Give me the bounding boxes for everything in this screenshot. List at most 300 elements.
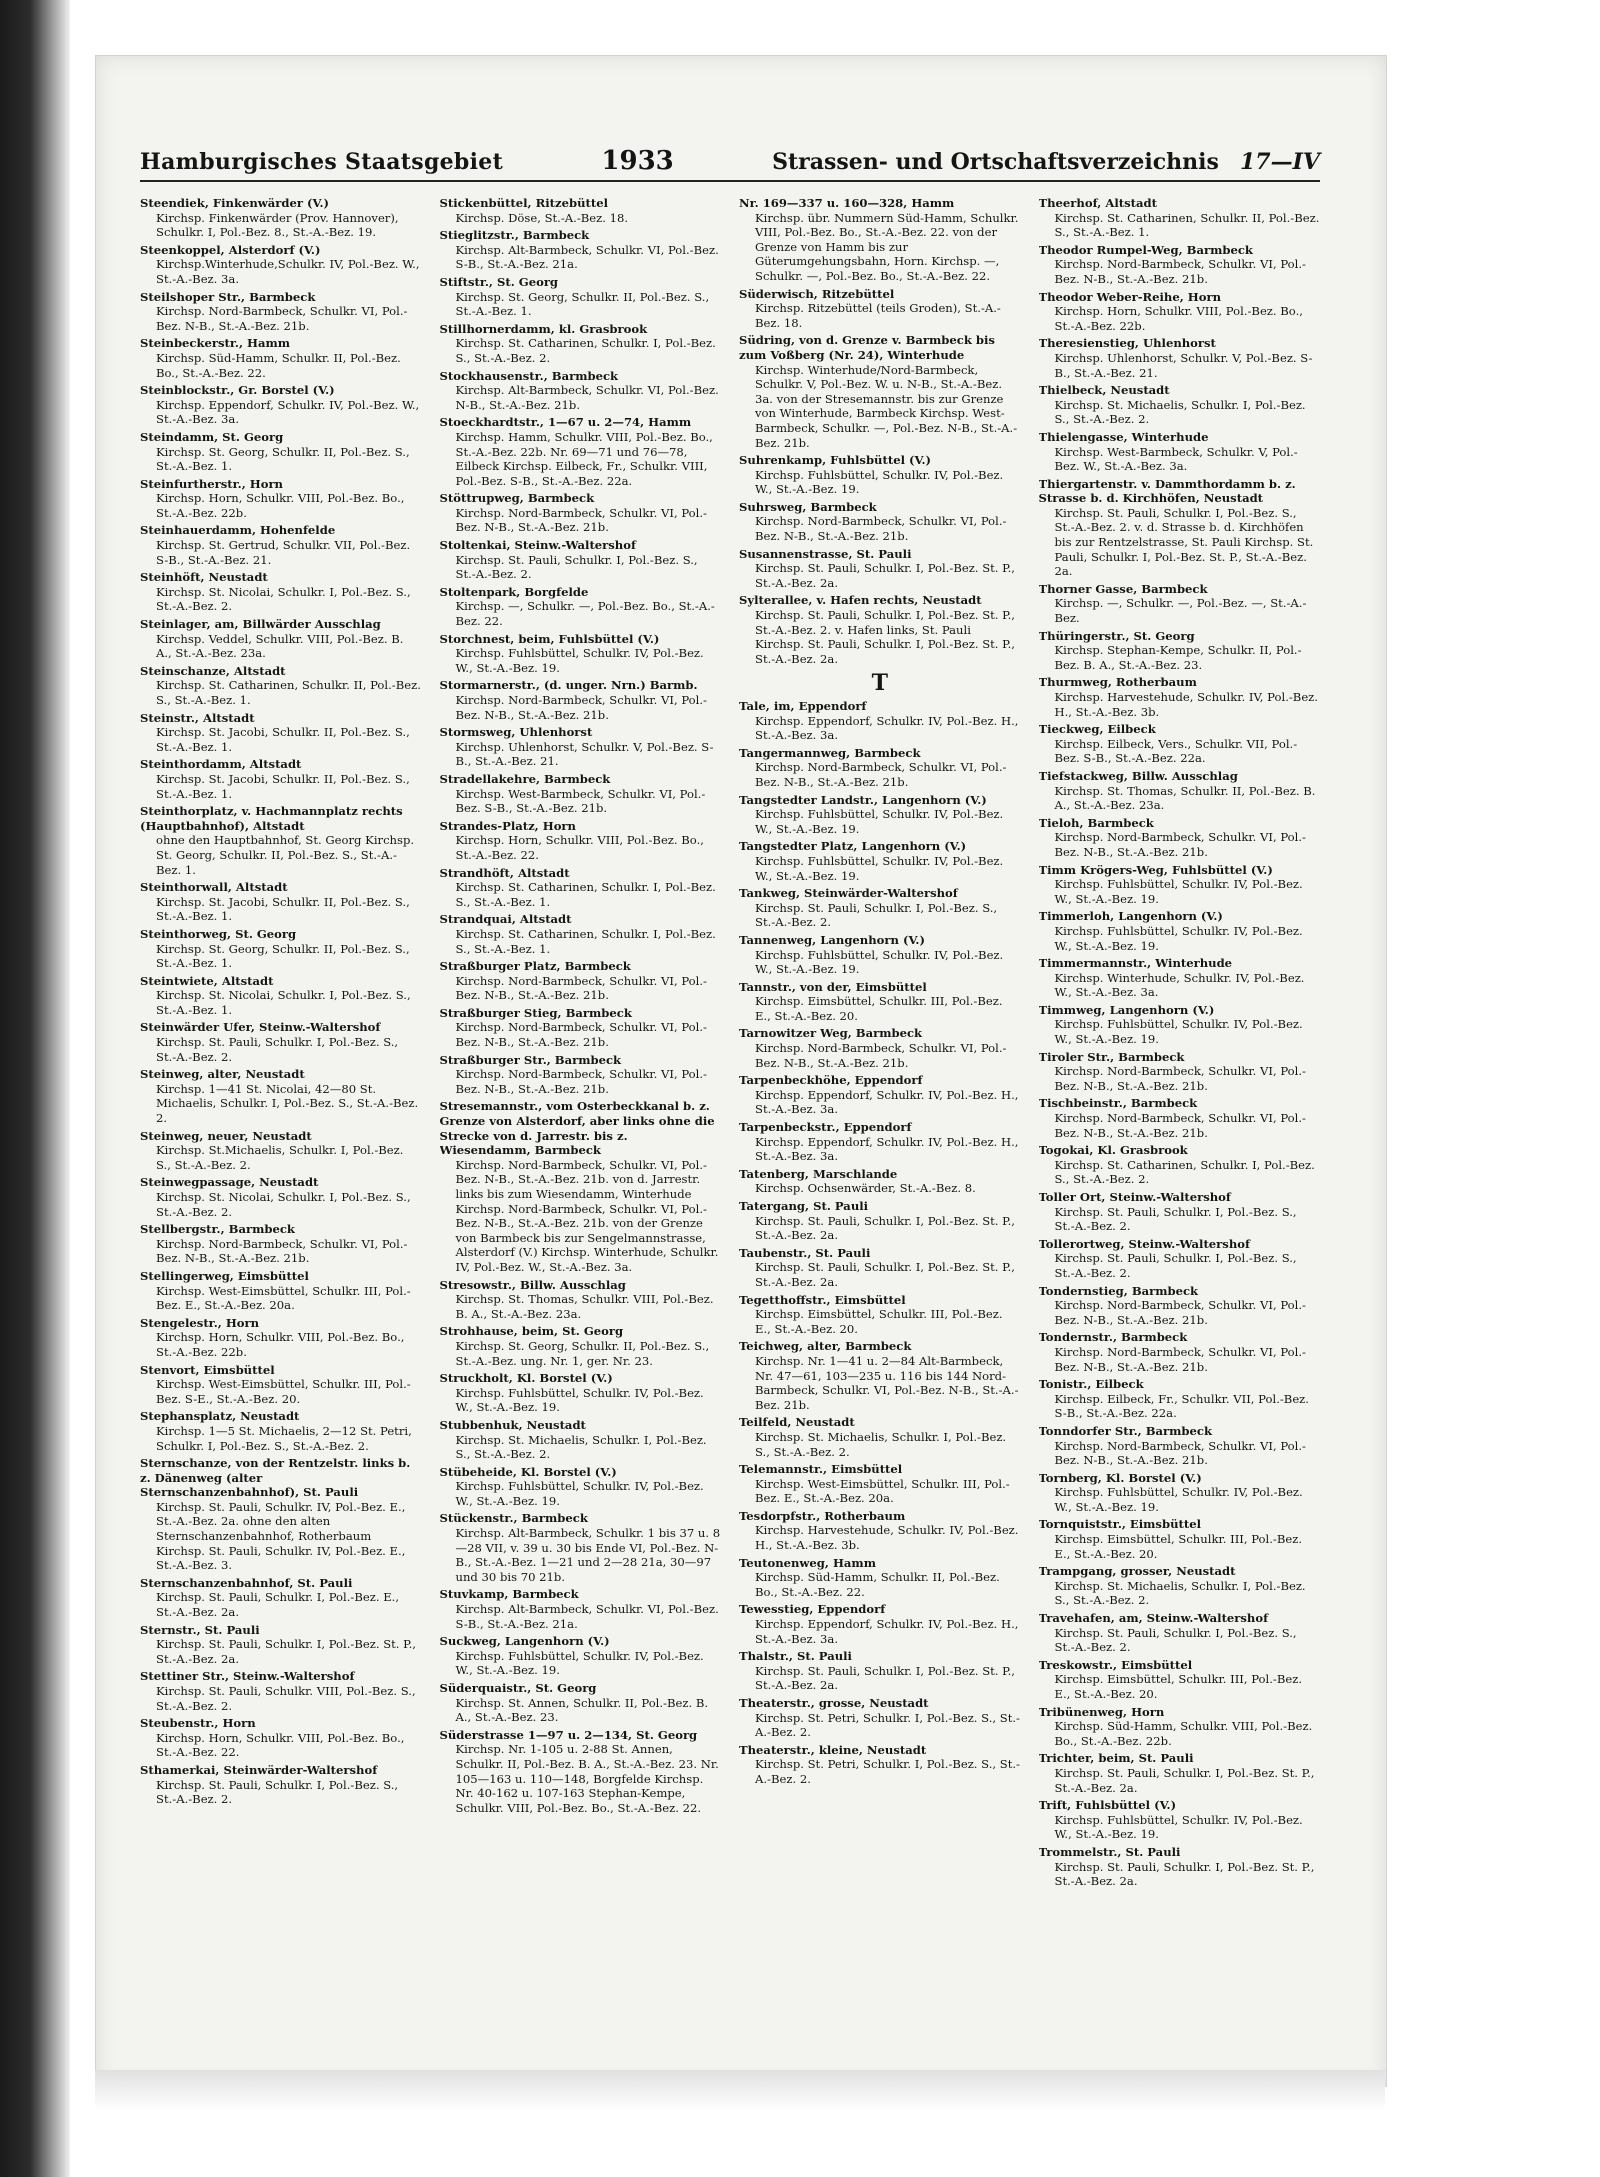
- street-details: Kirchsp. St. Pauli, Schulkr. I, Pol.-Bez. St. P., St.-A.-Bez. 2a.: [755, 1260, 1015, 1289]
- street-name: Tannstr., von der, Eimsbüttel: [739, 979, 927, 994]
- street-name: Treskowstr., Eimsbüttel: [1038, 1657, 1193, 1672]
- street-details: Kirchsp. übr. Nummern Süd-Hamm, Schulkr. VIII, Pol.-Bez. Bo., St.-A.-Bez. 22. von der Grenze von Hamm bis zur Güterumgehungsbahn, Horn. Kirchsp. —, Schulkr. —, Pol.-Bez. Bo., St.-A.-Bez. 22.: [755, 210, 1019, 283]
- street-name: Tewesstieg, Eppendorf: [739, 1602, 886, 1617]
- street-details: Kirchsp. 1—5 St. Michaelis, 2—12 St. Petri, Schulkr. I, Pol.-Bez. S., St.-A.-Bez. 2.: [156, 1423, 412, 1453]
- street-entry: [1039, 1284, 1321, 1328]
- street-name: Stenvort, Eimsbüttel: [140, 1362, 275, 1377]
- street-name: Stormsweg, Uhlenhorst: [439, 725, 593, 740]
- street-details: Kirchsp. Veddel, Schulkr. VIII, Pol.-Bez. B. A., St.-A.-Bez. 23a.: [156, 631, 404, 661]
- street-details: Kirchsp. Süd-Hamm, Schulkr. II, Pol.-Bez. Bo., St.-A.-Bez. 22.: [755, 1570, 1000, 1599]
- street-entry: [739, 1509, 1021, 1553]
- street-details: Kirchsp. St. Pauli, Schulkr. I, Pol.-Bez. S., St.-A.-Bez. 2.: [156, 1035, 399, 1064]
- street-name: Steinstr., Altstadt: [140, 710, 255, 725]
- street-details: Kirchsp. St. Petri, Schulkr. I, Pol.-Bez. S., St.-A.-Bez. 2.: [755, 1710, 1020, 1740]
- street-name: Stresowstr., Billw. Ausschlag: [439, 1277, 626, 1292]
- street-entry: [440, 275, 722, 319]
- street-name: Thalstr., St. Pauli: [739, 1649, 852, 1664]
- street-details: Kirchsp. St. Pauli, Schulkr. I, Pol.-Bez. S., St.-A.-Bez. 2.: [1054, 1251, 1297, 1280]
- street-entry: [1039, 1751, 1321, 1795]
- street-entry: [140, 711, 422, 755]
- street-name: Süderstrasse 1—97 u. 2—134, St. Georg: [439, 1727, 698, 1742]
- street-details: Kirchsp. Nord-Barmbeck, Schulkr. VI, Pol.-Bez. N-B., St.-A.-Bez. 21b.: [1054, 830, 1306, 859]
- street-name: Nr. 169—337 u. 160—328, Hamm: [739, 196, 955, 210]
- street-details: Kirchsp. Eppendorf, Schulkr. IV, Pol.-Bez. H., St.-A.-Bez. 3a.: [755, 1087, 1019, 1117]
- street-name: Tarpenbeckhöhe, Eppendorf: [739, 1073, 923, 1088]
- street-name: Tondernstr., Barmbeck: [1038, 1330, 1188, 1345]
- street-entry: [739, 746, 1021, 790]
- street-entry: [140, 1576, 422, 1620]
- street-name: Straßburger Platz, Barmbeck: [439, 959, 631, 974]
- street-name: Steilshoper Str., Barmbeck: [140, 289, 316, 304]
- street-details: Kirchsp. Nord-Barmbeck, Schulkr. VI, Pol.-Bez. N-B., St.-A.-Bez. 21b.: [1054, 1344, 1306, 1374]
- street-details: Kirchsp. 1—41 St. Nicolai, 42—80 St. Michaelis, Schulkr. I, Pol.-Bez. S., St.-A.-Bez. 2.: [156, 1081, 419, 1126]
- street-details: Kirchsp. Nord-Barmbeck, Schulkr. VI, Pol.-Bez. N-B., St.-A.-Bez. 21b.: [455, 1067, 707, 1096]
- street-entry: [1039, 430, 1321, 474]
- street-name: Trommelstr., St. Pauli: [1038, 1844, 1181, 1859]
- street-name: Theaterstr., grosse, Neustadt: [739, 1696, 929, 1710]
- street-name: Tannenweg, Langenhorn (V.): [739, 932, 925, 947]
- street-name: Sternschanze, von der Rentzelstr. links b. z. Dänenweg (alter Sternschanzenbahnhof), St. Pauli: [140, 1456, 411, 1500]
- street-name: Storchnest, beim, Fuhlsbüttel (V.): [439, 631, 660, 646]
- street-name: Steinbeckerstr., Hamm: [140, 336, 291, 351]
- street-details: Kirchsp. Döse, St.-A.-Bez. 18.: [455, 210, 629, 225]
- street-entry: [140, 974, 422, 1018]
- street-entry: [140, 617, 422, 661]
- street-details: Kirchsp. Nord-Barmbeck, Schulkr. VI, Pol.-Bez. N-B., St.-A.-Bez. 21b.: [1054, 1298, 1306, 1327]
- street-name: Stieglitzstr., Barmbeck: [439, 228, 590, 243]
- street-name: Steinblockstr., Gr. Borstel (V.): [140, 383, 335, 398]
- street-entry: [739, 500, 1021, 544]
- street-name: Stoeckhardtstr., 1—67 u. 2—74, Hamm: [439, 415, 692, 430]
- street-name: Thiergartenstr. v. Dammthordamm b. z. Strasse b. d. Kirchhöfen, Neustadt: [1038, 476, 1296, 506]
- street-entry: [440, 725, 722, 769]
- street-entry: [739, 980, 1021, 1024]
- street-name: Steinthorweg, St. Georg: [140, 926, 297, 941]
- street-entry: [140, 1269, 422, 1313]
- street-name: Suhrenkamp, Fuhlsbüttel (V.): [739, 453, 931, 468]
- street-name: Timm Krögers-Weg, Fuhlsbüttel (V.): [1038, 862, 1273, 877]
- street-entry: [140, 243, 422, 287]
- street-entry: [739, 1602, 1021, 1646]
- directory-column-3: [739, 196, 1021, 2096]
- street-entry: [440, 1728, 722, 1816]
- street-name: Steinlager, am, Billwärder Ausschlag: [140, 617, 381, 632]
- street-details: Kirchsp. Eimsbüttel, Schulkr. III, Pol.-Bez. E., St.-A.-Bez. 20.: [1054, 1672, 1303, 1701]
- street-entry: [440, 491, 722, 535]
- street-details: Kirchsp. Nord-Barmbeck, Schulkr. VI, Pol.-Bez. N-B., St.-A.-Bez. 21b.: [156, 304, 408, 333]
- street-details: Kirchsp. Eimsbüttel, Schulkr. III, Pol.-Bez. E., St.-A.-Bez. 20.: [755, 1307, 1003, 1336]
- street-name: Thielengasse, Winterhude: [1038, 429, 1209, 444]
- directory-columns: [140, 196, 1320, 2096]
- street-details: Kirchsp. Nr. 1-105 u. 2-88 St. Annen, Schulkr. II, Pol.-Bez. B. A., St.-A.-Bez. 23. Nr. 105—163 u. 110—148, Borgfelde Kirchsp. Nr. 40-162 u. 107-163 Stephan-Kempe, Schulkr. VIII, Pol.-Bez. Bo., St.-A.-Bez. 22.: [455, 1742, 719, 1815]
- street-details: Kirchsp. Ochsenwärder, St.-A.-Bez. 8.: [755, 1181, 976, 1196]
- street-entry: [1039, 290, 1321, 334]
- street-name: Thorner Gasse, Barmbeck: [1038, 581, 1208, 596]
- street-name: Theaterstr., kleine, Neustadt: [739, 1742, 927, 1757]
- street-details: Kirchsp. St. Catharinen, Schulkr. II, Pol.-Bez. S., St.-A.-Bez. 1.: [156, 678, 421, 707]
- street-entry: [440, 322, 722, 366]
- street-details: Kirchsp. Eppendorf, Schulkr. IV, Pol.-Bez. H., St.-A.-Bez. 3a.: [755, 713, 1019, 743]
- street-details: Kirchsp. Uhlenhorst, Schulkr. V, Pol.-Bez. S-B., St.-A.-Bez. 21.: [1054, 350, 1313, 380]
- street-name: Sthamerkai, Steinwärder-Waltershof: [140, 1762, 378, 1777]
- street-name: Stellbergstr., Barmbeck: [140, 1222, 295, 1237]
- street-name: Stradellakehre, Barmbeck: [439, 771, 611, 786]
- street-name: Steendiek, Finkenwärder (V.): [140, 196, 330, 210]
- street-name: Steinthorwall, Altstadt: [140, 880, 288, 895]
- street-details: Kirchsp. Alt-Barmbeck, Schulkr. VI, Pol.-Bez. S-B., St.-A.-Bez. 21a.: [455, 1602, 719, 1631]
- street-details: Kirchsp. Fuhlsbüttel, Schulkr. IV, Pol.-Bez. W., St.-A.-Bez. 19.: [1054, 1485, 1303, 1514]
- street-name: Stellingerweg, Eimsbüttel: [140, 1268, 309, 1283]
- street-details: Kirchsp. St. Pauli, Schulkr. I, Pol.-Bez. St. P., St.-A.-Bez. 2a.: [1054, 1859, 1315, 1889]
- directory-column-2: [440, 196, 722, 2096]
- street-details: Kirchsp. Ritzebüttel (teils Groden), St.-A.-Bez. 18.: [755, 301, 1001, 330]
- street-name: Tischbeinstr., Barmbeck: [1038, 1096, 1198, 1111]
- street-details: Kirchsp. Nord-Barmbeck, Schulkr. VI, Pol.-Bez. N-B., St.-A.-Bez. 21b.: [1054, 1111, 1306, 1140]
- street-entry: [739, 453, 1021, 497]
- street-entry: [440, 1634, 722, 1678]
- street-details: Kirchsp. Alt-Barmbeck, Schulkr. VI, Pol.-Bez. N-B., St.-A.-Bez. 21b.: [455, 383, 719, 412]
- street-entry: [1039, 629, 1321, 673]
- street-entry: [440, 1324, 722, 1368]
- street-name: Straßburger Stieg, Barmbeck: [439, 1005, 632, 1020]
- street-entry: [440, 959, 722, 1003]
- street-details: Kirchsp. Nord-Barmbeck, Schulkr. VI, Pol.-Bez. N-B., St.-A.-Bez. 21b.: [755, 1041, 1007, 1070]
- street-name: Steinhauerdamm, Hohenfelde: [140, 523, 336, 538]
- street-name: Tankweg, Steinwärder-Waltershof: [739, 886, 958, 901]
- street-details: Kirchsp. Eilbeck, Vers., Schulkr. VII, Pol.-Bez. S-B., St.-A.-Bez. 22a.: [1054, 736, 1298, 766]
- street-entry: [739, 1696, 1021, 1740]
- street-entry: [1039, 1377, 1321, 1421]
- street-name: Stubbenhuk, Neustadt: [439, 1417, 586, 1432]
- street-name: Steinthorplatz, v. Hachmannplatz rechts (Hauptbahnhof), Altstadt: [140, 804, 403, 833]
- street-entry: [1039, 675, 1321, 719]
- street-entry: [739, 1649, 1021, 1693]
- street-name: Theresienstieg, Uhlenhorst: [1038, 336, 1216, 351]
- section-letter-heading: T: [871, 670, 888, 697]
- street-name: Tornberg, Kl. Borstel (V.): [1038, 1470, 1202, 1485]
- street-entry: [440, 1511, 722, 1584]
- street-name: Tiefstackweg, Billw. Ausschlag: [1038, 768, 1238, 783]
- street-details: Kirchsp. St. Pauli, Schulkr. I, Pol.-Bez. S., St.-A.-Bez. 2. v. d. Strasse b. d. Kirchhöfen bis zur Rentzelstrasse, St. Pauli Kirchsp. St. Pauli, Schulkr. I, Pol.-Bez. St. P., St.-A.-Bez. 2a.: [1054, 505, 1314, 579]
- street-details: Kirchsp. St. Petri, Schulkr. I, Pol.-Bez. S., St.-A.-Bez. 2.: [755, 1757, 1020, 1786]
- street-name: Stückenstr., Barmbeck: [439, 1511, 588, 1526]
- street-name: Stuvkamp, Barmbeck: [439, 1587, 579, 1602]
- street-details: Kirchsp. Horn, Schulkr. VIII, Pol.-Bez. Bo., St.-A.-Bez. 22b.: [1054, 304, 1303, 333]
- street-details: Kirchsp. Horn, Schulkr. VIII, Pol.-Bez. Bo., St.-A.-Bez. 22b.: [156, 491, 405, 520]
- street-details: Kirchsp. Fuhlsbüttel, Schulkr. IV, Pol.-Bez. W., St.-A.-Bez. 19.: [755, 467, 1004, 497]
- street-entry: [440, 415, 722, 488]
- directory-column-4: [1039, 196, 1321, 2096]
- street-entry: [140, 336, 422, 380]
- street-details: Kirchsp. St. Catharinen, Schulkr. II, Pol.-Bez. S., St.-A.-Bez. 1.: [1054, 210, 1320, 240]
- street-entry: [1039, 477, 1321, 579]
- street-entry: [140, 290, 422, 334]
- street-details: Kirchsp. Winterhude/Nord-Barmbeck, Schulkr. V, Pol.-Bez. W. u. N-B., St.-A.-Bez. 3a. von der Stresemannstr. bis zur Grenze von Winterhude, Barmbeck Kirchsp. West-Barmbeck, Schulkr. —, Pol.-Bez. N-B., St.-A.-Bez. 21b.: [755, 362, 1018, 450]
- street-details: Kirchsp. Fuhlsbüttel, Schulkr. IV, Pol.-Bez. W., St.-A.-Bez. 19.: [1054, 923, 1303, 953]
- street-name: Steinwegpassage, Neustadt: [140, 1175, 319, 1190]
- street-details: Kirchsp. St. Catharinen, Schulkr. I, Pol.-Bez. S., St.-A.-Bez. 2.: [455, 336, 716, 365]
- street-details: Kirchsp. St. Georg, Schulkr. II, Pol.-Bez. S., St.-A.-Bez. 1.: [455, 289, 710, 319]
- street-details: Kirchsp. Horn, Schulkr. VIII, Pol.-Bez. Bo., St.-A.-Bez. 22.: [156, 1730, 405, 1760]
- street-details: Kirchsp. Nord-Barmbeck, Schulkr. VI, Pol.-Bez. N-B., St.-A.-Bez. 21b.: [1054, 1064, 1306, 1093]
- street-entry: [1039, 816, 1321, 860]
- street-name: Toller Ort, Steinw.-Waltershof: [1038, 1190, 1231, 1204]
- street-entry: [1039, 1564, 1321, 1608]
- street-details: Kirchsp. Fuhlsbüttel, Schulkr. IV, Pol.-Bez. W., St.-A.-Bez. 19.: [1054, 877, 1303, 906]
- street-name: Tangstedter Landstr., Langenhorn (V.): [739, 792, 987, 807]
- street-entry: [440, 678, 722, 722]
- street-details: Kirchsp. Nord-Barmbeck, Schulkr. VI, Pol.-Bez. N-B., St.-A.-Bez. 21b.: [455, 693, 707, 722]
- street-entry: [140, 1067, 422, 1125]
- street-details: Kirchsp. St. Pauli, Schulkr. I, Pol.-Bez. St. P., St.-A.-Bez. 2a.: [1054, 1765, 1315, 1795]
- header-right-group: [772, 149, 1320, 175]
- street-name: Trichter, beim, St. Pauli: [1038, 1751, 1194, 1766]
- street-name: Stickenbüttel, Ritzebüttel: [439, 196, 609, 210]
- street-name: Steinhöft, Neustadt: [140, 570, 268, 585]
- street-name: Strandes-Platz, Horn: [439, 818, 576, 833]
- street-entry: [739, 1556, 1021, 1600]
- street-entry: [440, 819, 722, 863]
- street-name: Tiroler Str., Barmbeck: [1038, 1049, 1185, 1064]
- street-details: Kirchsp. Horn, Schulkr. VIII, Pol.-Bez. Bo., St.-A.-Bez. 22.: [455, 833, 704, 862]
- street-name: Tollerortweg, Steinw.-Waltershof: [1038, 1236, 1250, 1251]
- street-name: Stresemannstr., vom Osterbeckkanal b. z. Grenze von Alsterdorf, aber links ohne die Strecke von d. Jarrestr. bis z. Wiesendamm, Barmbeck: [439, 1099, 715, 1158]
- street-entry: [1039, 1096, 1321, 1140]
- street-name: Stormarnerstr., (d. unger. Nrn.) Barmb.: [439, 678, 698, 693]
- street-entry: [739, 1462, 1021, 1506]
- street-name: Strohhause, beim, St. Georg: [439, 1324, 624, 1339]
- street-details: Kirchsp. St. Pauli, Schulkr. I, Pol.-Bez. S., St.-A.-Bez. 2.: [1054, 1204, 1297, 1234]
- header-year: 1933: [601, 146, 674, 176]
- street-entry: [739, 1026, 1021, 1070]
- street-details: Kirchsp. St. Catharinen, Schulkr. I, Pol.-Bez. S., St.-A.-Bez. 1.: [455, 926, 716, 956]
- street-entry: [140, 1409, 422, 1453]
- street-name: Tatergang, St. Pauli: [739, 1199, 869, 1213]
- street-details: Kirchsp. Harvestehude, Schulkr. IV, Pol.-Bez. H., St.-A.-Bez. 3b.: [1054, 690, 1318, 719]
- header-directory-title: Strassen- und Ortschaftsverzeichnis: [772, 149, 1219, 175]
- street-entry: [440, 912, 722, 956]
- street-entry: [1039, 1003, 1321, 1047]
- street-entry: [440, 1418, 722, 1462]
- street-entry: [140, 664, 422, 708]
- street-name: Sternschanzenbahnhof, St. Pauli: [140, 1575, 353, 1590]
- street-name: Süderwisch, Ritzebüttel: [739, 286, 895, 301]
- street-entry: [140, 1316, 422, 1360]
- street-entry: [140, 196, 422, 240]
- header-region-title: Hamburgisches Staatsgebiet: [140, 149, 504, 175]
- street-name: Timmweg, Langenhorn (V.): [1038, 1002, 1215, 1017]
- street-details: Kirchsp. St. Pauli, Schulkr. I, Pol.-Bez. St. P., St.-A.-Bez. 2a.: [755, 1663, 1015, 1693]
- street-entry: [1039, 1471, 1321, 1515]
- street-details: Kirchsp. Harvestehude, Schulkr. IV, Pol.-Bez. H., St.-A.-Bez. 3b.: [755, 1523, 1019, 1553]
- street-entry: [739, 1199, 1021, 1243]
- street-details: Kirchsp. Eppendorf, Schulkr. IV, Pol.-Bez. H., St.-A.-Bez. 3a.: [755, 1134, 1019, 1164]
- street-name: Tatenberg, Marschlande: [739, 1166, 898, 1181]
- street-name: Tegetthoffstr., Eimsbüttel: [739, 1292, 906, 1307]
- street-name: Teichweg, alter, Barmbeck: [739, 1339, 912, 1354]
- street-name: Steinfurtherstr., Horn: [140, 476, 283, 491]
- street-entry: [1039, 1050, 1321, 1094]
- street-details: Kirchsp. Nord-Barmbeck, Schulkr. VI, Pol.-Bez. N-B., St.-A.-Bez. 21b.: [1054, 257, 1306, 286]
- street-details: Kirchsp. St. Catharinen, Schulkr. I, Pol.-Bez. S., St.-A.-Bez. 2.: [1054, 1157, 1315, 1187]
- street-entry: [739, 1120, 1021, 1164]
- street-name: Süderquaistr., St. Georg: [439, 1681, 597, 1695]
- street-entry: [1039, 1798, 1321, 1842]
- street-entry: [1039, 383, 1321, 427]
- street-details: Kirchsp. St. Pauli, Schulkr. IV, Pol.-Bez. E., St.-A.-Bez. 2a. ohne den alten Sternschanzenbahnhof, Rotherbaum Kirchsp. St. Pauli, Schulkr. IV, Pol.-Bez. E., St.-A.-Bez. 3.: [156, 1499, 406, 1573]
- street-name: Trift, Fuhlsbüttel (V.): [1038, 1798, 1177, 1813]
- street-details: Kirchsp. St. Thomas, Schulkr. VIII, Pol.-Bez. B. A., St.-A.-Bez. 23a.: [455, 1292, 714, 1321]
- street-entry: [739, 287, 1021, 331]
- street-entry: [1039, 196, 1321, 240]
- street-details: Kirchsp. Süd-Hamm, Schulkr. VIII, Pol.-Bez. Bo., St.-A.-Bez. 22b.: [1054, 1719, 1313, 1748]
- street-details: Kirchsp. Winterhude, Schulkr. IV, Pol.-Bez. W., St.-A.-Bez. 3a.: [1054, 970, 1305, 1000]
- street-details: Kirchsp. West-Eimsbüttel, Schulkr. III, Pol.-Bez. S-E., St.-A.-Bez. 20.: [156, 1377, 411, 1406]
- street-entry: [140, 383, 422, 427]
- street-details: Kirchsp. St. Pauli, Schulkr. I, Pol.-Bez. S., St.-A.-Bez. 2.: [755, 900, 998, 930]
- street-details: Kirchsp. St. Jacobi, Schulkr. II, Pol.-Bez. S., St.-A.-Bez. 1.: [156, 894, 410, 924]
- street-details: Kirchsp. St. Annen, Schulkr. II, Pol.-Bez. B. A., St.-A.-Bez. 23.: [455, 1695, 709, 1725]
- street-name: Tale, im, Eppendorf: [739, 699, 867, 713]
- street-entry: [739, 1743, 1021, 1787]
- street-name: Teilfeld, Neustadt: [739, 1415, 855, 1430]
- street-entry: [440, 369, 722, 413]
- street-details: Kirchsp. St. Michaelis, Schulkr. I, Pol.-Bez. S., St.-A.-Bez. 2.: [1054, 1578, 1306, 1608]
- street-name: Sternstr., St. Pauli: [140, 1622, 260, 1637]
- street-entry: [739, 1339, 1021, 1412]
- street-name: Steinthordamm, Altstadt: [140, 757, 302, 772]
- street-entry: [739, 839, 1021, 883]
- street-details: Kirchsp. St. Pauli, Schulkr. I, Pol.-Bez. St. P., St.-A.-Bez. 2. v. Hafen links, St. Pauli Kirchsp. St. Pauli, Schulkr. I, Pol.-Bez. St. P., St.-A.-Bez. 2a.: [755, 608, 1015, 666]
- street-details: Kirchsp. St. Jacobi, Schulkr. II, Pol.-Bez. S., St.-A.-Bez. 1.: [156, 725, 410, 754]
- street-name: Trampgang, grosser, Neustadt: [1038, 1564, 1236, 1579]
- street-name: Stettiner Str., Steinw.-Waltershof: [140, 1669, 355, 1684]
- street-details: Kirchsp. Horn, Schulkr. VIII, Pol.-Bez. Bo., St.-A.-Bez. 22b.: [156, 1330, 405, 1359]
- street-name: Tarnowitzer Weg, Barmbeck: [739, 1026, 923, 1041]
- street-details: Kirchsp. Finkenwärder (Prov. Hannover), Schulkr. I, Pol.-Bez. 8., St.-A.-Bez. 19.: [156, 210, 399, 240]
- street-entry: [440, 1681, 722, 1725]
- street-name: Steinweg, alter, Neustadt: [140, 1067, 305, 1082]
- street-entry: [1039, 1190, 1321, 1234]
- street-details: Kirchsp. St. Pauli, Schulkr. I, Pol.-Bez. S., St.-A.-Bez. 2.: [156, 1777, 399, 1807]
- street-details: Kirchsp. Nr. 1—41 u. 2—84 Alt-Barmbeck, Nr. 47—61, 103—235 u. 116 bis 144 Nord-Barmbeck, Schulkr. VI, Pol.-Bez. N-B., St.-A.-Bez. 21b.: [755, 1353, 1019, 1412]
- street-name: Tangermannweg, Barmbeck: [739, 745, 921, 760]
- street-entry: [140, 1456, 422, 1573]
- street-entry: [739, 793, 1021, 837]
- street-name: Stephansplatz, Neustadt: [140, 1409, 300, 1424]
- street-entry: [440, 866, 722, 910]
- street-entry: [140, 757, 422, 801]
- street-name: Timmerloh, Langenhorn (V.): [1038, 909, 1223, 924]
- street-details: Kirchsp. Fuhlsbüttel, Schulkr. IV, Pol.-Bez. W., St.-A.-Bez. 19.: [455, 646, 704, 675]
- street-entry: [440, 1587, 722, 1631]
- street-details: Kirchsp. Süd-Hamm, Schulkr. II, Pol.-Bez. Bo., St.-A.-Bez. 22.: [156, 350, 401, 380]
- street-details: Kirchsp. Nord-Barmbeck, Schulkr. VI, Pol.-Bez. N-B., St.-A.-Bez. 21b.: [755, 514, 1007, 544]
- street-name: Steindamm, St. Georg: [140, 429, 284, 444]
- street-details: Kirchsp. St. Nicolai, Schulkr. I, Pol.-Bez. S., St.-A.-Bez. 1.: [156, 988, 411, 1017]
- street-name: Südring, von d. Grenze v. Barmbeck bis zum Voßberg (Nr. 24), Winterhude: [739, 333, 995, 362]
- street-name: Stillhornerdamm, kl. Grasbrook: [439, 321, 648, 336]
- street-details: Kirchsp. Fuhlsbüttel, Schulkr. IV, Pol.-Bez. W., St.-A.-Bez. 19.: [755, 853, 1004, 883]
- street-entry: [140, 523, 422, 567]
- street-name: Tieloh, Barmbeck: [1038, 815, 1154, 830]
- street-name: Thielbeck, Neustadt: [1038, 383, 1170, 398]
- street-name: Timmermannstr., Winterhude: [1038, 956, 1233, 971]
- street-name: Steubenstr., Horn: [140, 1716, 256, 1731]
- street-details: Kirchsp. St. Georg, Schulkr. II, Pol.-Bez. S., St.-A.-Bez. ung. Nr. 1, ger. Nr. 23.: [455, 1338, 710, 1368]
- street-details: Kirchsp. —, Schulkr. —, Pol.-Bez. Bo., St.-A.-Bez. 22.: [455, 599, 715, 629]
- street-name: Suckweg, Langenhorn (V.): [439, 1634, 610, 1649]
- street-entry: [440, 1053, 722, 1097]
- scan-binding-edge: [0, 0, 70, 2177]
- street-name: Tonistr., Eilbeck: [1038, 1377, 1144, 1392]
- street-details: Kirchsp. St. Catharinen, Schulkr. I, Pol.-Bez. S., St.-A.-Bez. 1.: [455, 880, 716, 909]
- street-name: Steenkoppel, Alsterdorf (V.): [140, 242, 321, 257]
- street-entry: [440, 1371, 722, 1415]
- street-details: Kirchsp. St. Nicolai, Schulkr. I, Pol.-Bez. S., St.-A.-Bez. 2.: [156, 1190, 411, 1219]
- street-name: Struckholt, Kl. Borstel (V.): [439, 1371, 613, 1386]
- street-entry: [1039, 1611, 1321, 1655]
- street-entry: [140, 1129, 422, 1173]
- street-entry: [440, 632, 722, 676]
- street-name: Steintwiete, Altstadt: [140, 973, 274, 988]
- street-details: Kirchsp. St. Pauli, Schulkr. I, Pol.-Bez. S., St.-A.-Bez. 2.: [1054, 1625, 1297, 1655]
- street-details: Kirchsp. Nord-Barmbeck, Schulkr. VI, Pol.-Bez. N-B., St.-A.-Bez. 21b. von d. Jarrestr. links bis zum Wiesendamm, Winterhude Kirchsp. Nord-Barmbeck, Schulkr. VI, Pol.-Bez. N-B., St.-A.-Bez. 21b. von der Grenze von Barmbeck bis zur Sengelmannstrasse, Alsterdorf (V.) Kirchsp. Winterhude, Schulkr. IV, Pol.-Bez. W., St.-A.-Bez. 3a.: [455, 1157, 719, 1274]
- street-entry: [739, 1246, 1021, 1290]
- street-details: Kirchsp. St. Pauli, Schulkr. I, Pol.-Bez. E., St.-A.-Bez. 2a.: [156, 1590, 400, 1620]
- street-entry: [140, 804, 422, 877]
- street-details: Kirchsp. Fuhlsbüttel, Schulkr. IV, Pol.-Bez. W., St.-A.-Bez. 19.: [455, 1479, 704, 1508]
- street-entry: [1039, 1330, 1321, 1374]
- street-name: Steinschanze, Altstadt: [140, 663, 286, 678]
- street-name: Taubenstr., St. Pauli: [739, 1245, 871, 1260]
- street-entry: [739, 699, 1021, 743]
- street-entry: [1039, 582, 1321, 626]
- street-name: Strandhöft, Altstadt: [439, 865, 570, 880]
- street-details: Kirchsp. Alt-Barmbeck, Schulkr. VI, Pol.-Bez. S-B., St.-A.-Bez. 21a.: [455, 242, 719, 272]
- street-entry: [140, 1716, 422, 1760]
- street-entry: [739, 333, 1021, 450]
- street-name: Tangstedter Platz, Langenhorn (V.): [739, 839, 967, 854]
- street-name: Tornquiststr., Eimsbüttel: [1038, 1517, 1201, 1532]
- street-name: Suhrsweg, Barmbeck: [739, 499, 877, 514]
- street-entry: [739, 1293, 1021, 1337]
- street-name: Tonndorfer Str., Barmbeck: [1038, 1423, 1212, 1438]
- street-details: Kirchsp. West-Eimsbüttel, Schulkr. III, Pol.-Bez. E., St.-A.-Bez. 20a.: [755, 1476, 1010, 1506]
- street-details: Kirchsp. Stephan-Kempe, Schulkr. II, Pol.-Bez. B. A., St.-A.-Bez. 23.: [1054, 643, 1302, 672]
- street-name: Travehafen, am, Steinw.-Waltershof: [1038, 1611, 1269, 1626]
- street-name: Stöttrupweg, Barmbeck: [439, 491, 595, 506]
- street-details: Kirchsp. St. Jacobi, Schulkr. II, Pol.-Bez. S., St.-A.-Bez. 1.: [156, 771, 410, 801]
- street-name: Togokai, Kl. Grasbrook: [1038, 1143, 1188, 1158]
- street-details: Kirchsp. Eppendorf, Schulkr. IV, Pol.-Bez. W., St.-A.-Bez. 3a.: [156, 397, 420, 427]
- street-details: Kirchsp. West-Eimsbüttel, Schulkr. III, Pol.-Bez. E., St.-A.-Bez. 20a.: [156, 1283, 411, 1313]
- street-name: Straßburger Str., Barmbeck: [439, 1052, 622, 1067]
- street-details: Kirchsp. Eimsbüttel, Schulkr. III, Pol.-Bez. E., St.-A.-Bez. 20.: [1054, 1532, 1303, 1561]
- street-entry: [1039, 769, 1321, 813]
- street-entry: [739, 593, 1021, 666]
- street-name: Theodor Rumpel-Weg, Barmbeck: [1038, 242, 1253, 257]
- street-details: Kirchsp. Eilbeck, Fr., Schulkr. VII, Pol.-Bez. S-B., St.-A.-Bez. 22a.: [1054, 1391, 1309, 1421]
- street-name: Stoltenkai, Steinw.-Waltershof: [439, 538, 636, 553]
- street-details: Kirchsp. Hamm, Schulkr. VIII, Pol.-Bez. Bo., St.-A.-Bez. 22b. Nr. 69—71 und 76—78, Eilbeck Kirchsp. Eilbeck, Fr., Schulkr. VIII, Pol.-Bez. S-B., St.-A.-Bez. 22a.: [455, 429, 713, 488]
- street-details: Kirchsp. Nord-Barmbeck, Schulkr. VI, Pol.-Bez. N-B., St.-A.-Bez. 21b.: [755, 760, 1007, 789]
- street-details: Kirchsp. Eppendorf, Schulkr. IV, Pol.-Bez. H., St.-A.-Bez. 3a.: [755, 1617, 1019, 1646]
- street-details: Kirchsp. Fuhlsbüttel, Schulkr. IV, Pol.-Bez. W., St.-A.-Bez. 19.: [755, 807, 1004, 836]
- street-entry: [140, 1175, 422, 1219]
- street-name: Tieckweg, Eilbeck: [1038, 722, 1156, 737]
- street-details: Kirchsp. St. Thomas, Schulkr. II, Pol.-Bez. B. A., St.-A.-Bez. 23a.: [1054, 783, 1316, 813]
